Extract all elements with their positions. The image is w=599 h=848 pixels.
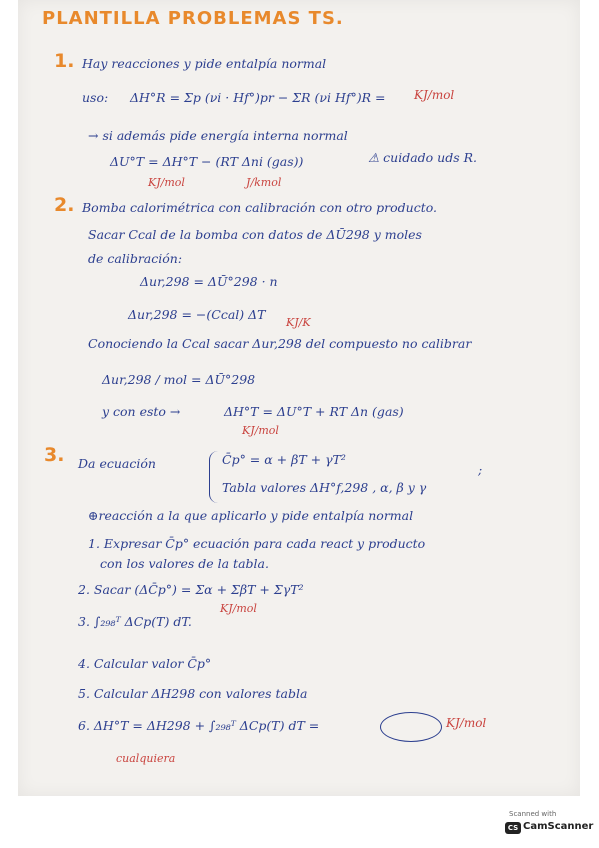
- s3-semicolon: ;: [478, 462, 483, 477]
- s1-line-2: → si además pide energía interna normal: [88, 128, 348, 143]
- s3-brace-line-2: Tabla valores ΔH°f,298 , α, β y γ: [222, 480, 427, 495]
- s3-cualquiera-note: cualquiera: [116, 752, 176, 765]
- s3-item-2: 2. Sacar (ΔC̄p°) = Σα + ΣβT + ΣγT²: [78, 582, 304, 597]
- page-title: PLANTILLA PROBLEMAS TS.: [42, 8, 344, 29]
- section-1-number: 1.: [54, 50, 75, 72]
- s3-line-1: ⊕reacción a la que aplicarlo y pide entalpía normal: [88, 508, 414, 523]
- s1-unit-kj: KJ/mol: [148, 176, 185, 189]
- section-2-number: 2.: [54, 194, 75, 216]
- s1-line-1: Hay reacciones y pide entalpía normal: [82, 56, 327, 71]
- camscanner-badge: [497, 810, 594, 840]
- s2-line-1: Bomba calorimétrica con calibración con otro producto.: [82, 200, 438, 215]
- s2-eq-3: Δur,298 / mol = ΔŪ°298: [102, 372, 256, 387]
- s3-item-1a: 1. Expresar C̄p° ecuación para cada react y producto: [88, 536, 426, 551]
- s2-eq-4-unit: KJ/mol: [242, 424, 279, 437]
- camscanner-brand: CamScanner: [523, 821, 594, 832]
- notebook-page: [18, 0, 580, 796]
- camscanner-logo-icon: CS: [505, 822, 521, 834]
- scanned-with-label: Scanned with: [509, 810, 557, 818]
- s1-warning: ⚠ cuidado uds R.: [368, 150, 478, 165]
- answer-circle: [380, 712, 442, 742]
- section-3-number: 3.: [44, 444, 65, 466]
- s2-eq-2-unit: KJ/K: [286, 316, 311, 329]
- s2-line-4: Conociendo la Ccal sacar Δur,298 del compuesto no calibrar: [88, 336, 472, 351]
- s2-line-3: de calibración:: [88, 251, 183, 266]
- s1-unit-j: J/kmol: [246, 176, 282, 189]
- s2-line-5: y con esto →: [102, 404, 181, 419]
- s3-item-1b: con los valores de la tabla.: [100, 556, 269, 571]
- s2-line-2: Sacar Ccal de la bomba con datos de ΔŪ298 y moles: [88, 227, 422, 242]
- s3-item-2-unit: KJ/mol: [220, 602, 257, 615]
- s1-internal-energy-equation: ΔU°T = ΔH°T − (RT Δni (gas)): [110, 154, 304, 169]
- s3-item-3: 3. ∫₂₉₈ᵀ ΔCp(T) dT.: [78, 614, 192, 629]
- s2-eq-1: Δur,298 = ΔŪ°298 · n: [140, 274, 278, 289]
- s1-eq-label: uso:: [82, 90, 109, 105]
- s3-item-6-unit: KJ/mol: [446, 716, 487, 730]
- s3-lead: Da ecuación: [78, 456, 156, 471]
- s3-item-4: 4. Calcular valor C̄p°: [78, 656, 212, 671]
- s2-eq-2: Δur,298 = −(Ccal) ΔT: [128, 307, 266, 322]
- s3-brace-line-1: C̄p° = α + βT + γT²: [222, 452, 346, 467]
- s2-eq-4: ΔH°T = ΔU°T + RT Δn (gas): [224, 404, 404, 419]
- s3-brace: [209, 451, 218, 503]
- s3-item-6: 6. ΔH°T = ΔH298 + ∫₂₉₈ᵀ ΔCp(T) dT =: [78, 718, 320, 733]
- s1-eq-unit: KJ/mol: [414, 88, 455, 102]
- s1-enthalpy-equation: ΔH°R = Σp (νi · Hf°)pr − ΣR (νi Hf°)R =: [130, 90, 386, 105]
- s3-item-5: 5. Calcular ΔH298 con valores tabla: [78, 686, 308, 701]
